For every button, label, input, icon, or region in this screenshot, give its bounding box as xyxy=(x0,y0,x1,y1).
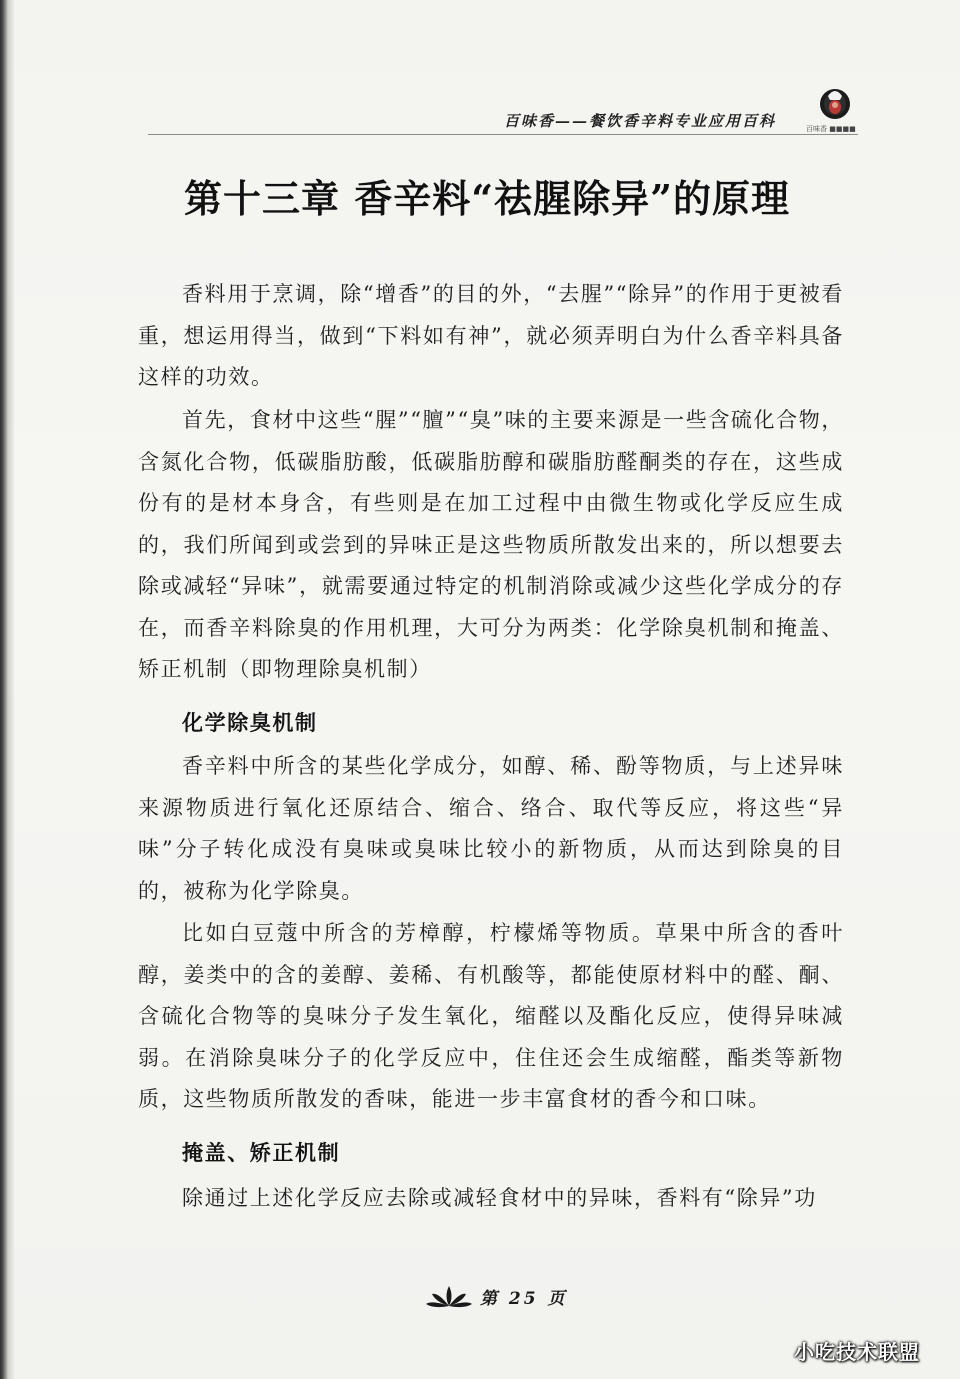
watermark-text: 小吃技术联盟 xyxy=(794,1340,920,1364)
paragraph-intro: 香料用于烹调，除“增香”的目的外，“去腥”“除异”的作用于更被看重，想运用得当，做到“下料如有神”，就必须弄明白为什么香辛料具备这样的功效。 xyxy=(138,282,844,389)
subheading-chemical: 化学除臭机制 xyxy=(182,710,318,735)
subheading-masking: 掩盖、矫正机制 xyxy=(182,1140,341,1165)
paragraph-example: 比如白豆蔻中所含的芳樟醇，柠檬烯等物质。草果中所含的香叶醇，姜类中的含的姜醇、姜稀、有机酸等，都能使原材料中的醛、酮、含硫化合物等的臭味分子发生氧化，缩醛以及酯化反应，使得异味减弱。在消除臭味分子的化学反应中，住住还会生成缩醛，酯类等新物质，这些物质所散发的香味，能进一步丰富食材的香今和口味。 xyxy=(138,921,844,1111)
chapter-title: 第十三章 香辛料“祛腥除异”的原理 xyxy=(184,176,790,221)
logo-caption: 百味香 ■■■■ xyxy=(806,125,856,133)
scan-page-edge xyxy=(0,0,14,1379)
lotus-ornament-icon xyxy=(424,1284,474,1310)
page-number: 第 25 页 xyxy=(480,1289,568,1309)
paragraph-sources: 首先，食材中这些“腥”“膻”“臭”味的主要来源是一些含硫化合物，含氮化合物，低碳脂肪酸，低碳脂肪醇和碳脂肪醛酮类的存在，这些成份有的是材本身含，有些则是在加工过程中由微生物或化学反应生成的，我们所闻到或尝到的异味正是这些物质所散发出来的，所以想要去除或减轻“异味”，就需要通过特定的机制消除或减少这些化学成分的存在，而香辛料除臭的作用机理，大可分为两类：化学除臭机制和掩盖、矫正机制（即物理除臭机制） xyxy=(138,408,844,681)
paragraph-masking: 除通过上述化学反应去除或减轻食材中的异味，香料有“除异”功 xyxy=(182,1186,817,1210)
document-page xyxy=(14,0,960,1379)
header-rule xyxy=(148,134,858,135)
running-header-title: 百味香——餐饮香辛料专业应用百科 xyxy=(504,112,777,130)
page-footer xyxy=(424,1280,584,1314)
paragraph-chemical: 香辛料中所含的某些化学成分，如醇、稀、酚等物质，与上述异味来源物质进行氧化还原结合、缩合、络合、取代等反应，将这些“异味”分子转化成没有臭味或臭味比较小的新物质，从而达到除臭的目的，被称为化学除臭。 xyxy=(138,754,844,903)
